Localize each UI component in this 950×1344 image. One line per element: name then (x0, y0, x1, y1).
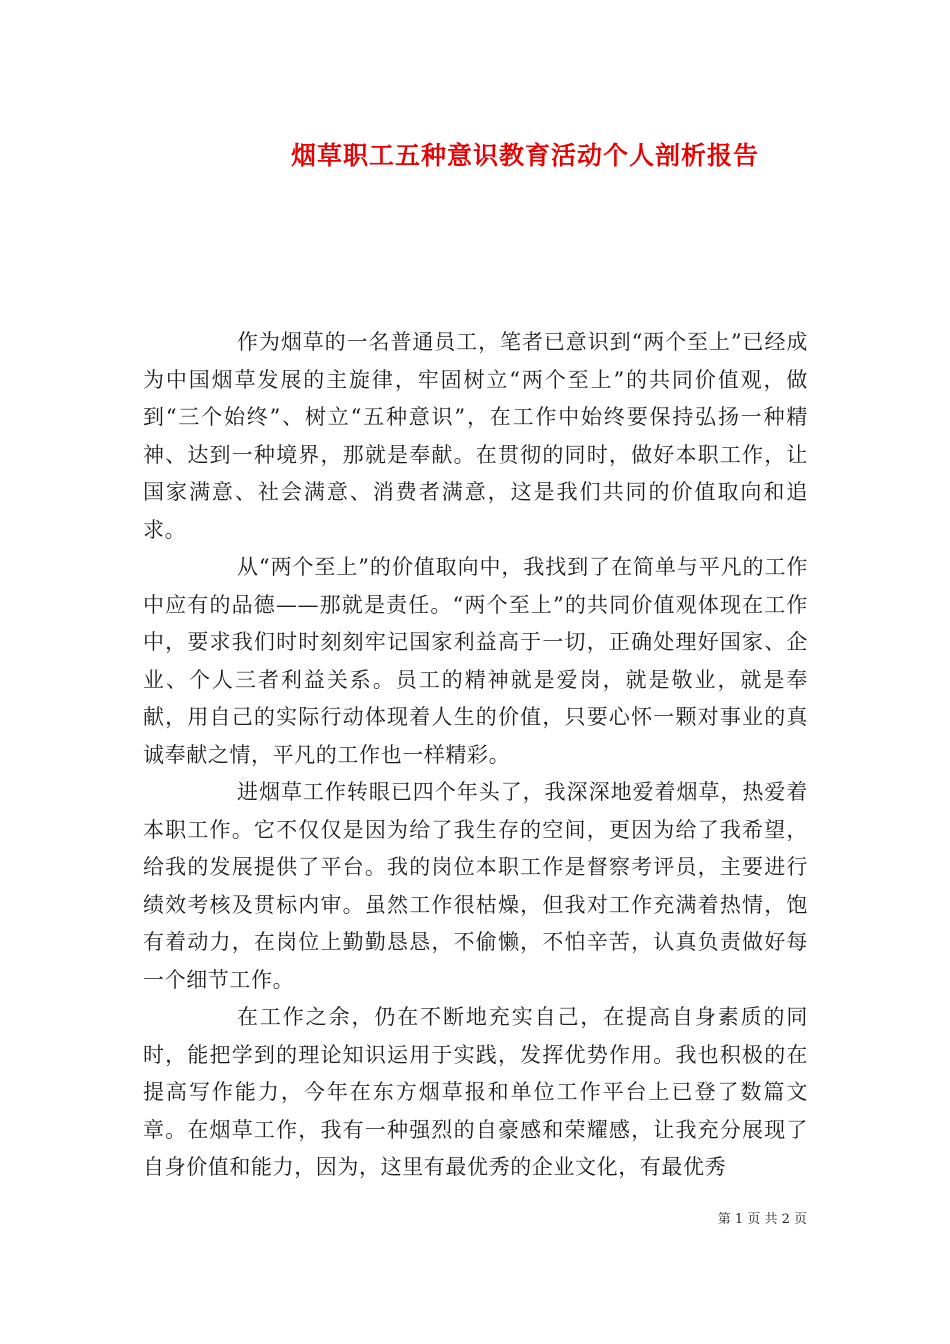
document-title: 烟草职工五种意识教育活动个人剖析报告 (290, 141, 759, 170)
document-body (143, 324, 808, 1187)
paragraph-2: 从“两个至上”的价值取向中，我找到了在简单与平凡的工作中应有的品德——那就是责任。“两个至上”的共同价值观体现在工作中，要求我们时时刻刻牢记国家利益高于一切，正确处理好国家、企业、个人三者利益关系。员工的精神就是爱岗，就是敬业，就是奉献，用自己的实际行动体现着人生的价值，只要心怀一颗对事业的真诚奉献之情，平凡的工作也一样精彩。 (143, 555, 808, 767)
page-number: 第 1 页 共 2 页 (717, 1212, 807, 1227)
paragraph-3: 进烟草工作转眼已四个年头了，我深深地爱着烟草，热爱着本职工作。它不仅仅是因为给了我生存的空间，更因为给了我希望，给我的发展提供了平台。我的岗位本职工作是督察考评员，主要进行绩效考核及贯标内审。虽然工作很枯燥，但我对工作充满着热情，饱有着动力，在岗位上勤勤恳恳，不偷懒，不怕辛苦，认真负责做好每一个细节工作。 (143, 780, 808, 992)
paragraph-1: 作为烟草的一名普通员工，笔者已意识到“两个至上”已经成为中国烟草发展的主旋律，牢固树立“两个至上”的共同价值观，做到“三个始终”、树立“五种意识”，在工作中始终要保持弘扬一种精神、达到一种境界，那就是奉献。在贯彻的同时，做好本职工作，让国家满意、社会满意、消费者满意，这是我们共同的价值取向和追求。 (143, 330, 808, 542)
paragraph-4: 在工作之余，仍在不断地充实自己，在提高自身素质的同时，能把学到的理论知识运用于实践，发挥优势作用。我也积极的在提高写作能力，今年在东方烟草报和单位工作平台上已登了数篇文章。在烟草工作，我有一种强烈的自豪感和荣耀感，让我充分展现了自身价值和能力，因为，这里有最优秀的企业文化，有最优秀 (143, 1005, 808, 1179)
